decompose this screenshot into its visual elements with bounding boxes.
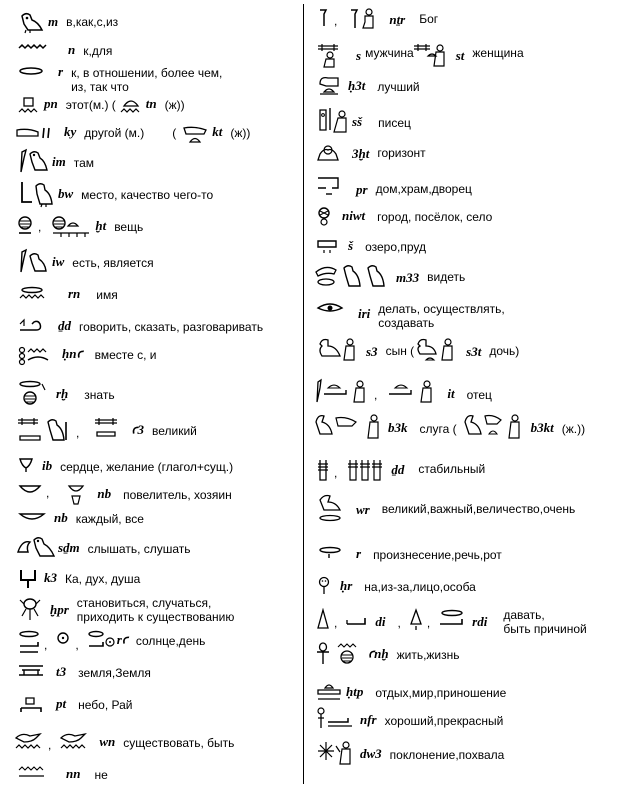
reed-bread-viper-man-hieroglyph-icon [314,378,370,404]
horizon-hieroglyph-icon [316,142,340,164]
entry-r-speech [316,546,502,562]
door-bolt-bird-hieroglyph-icon [16,416,72,444]
transliteration: rn [68,286,81,301]
ankh-hieroglyph-icon [316,642,330,666]
translation: земля,Земля [78,666,151,680]
entry-nb-lord [18,482,232,506]
separator: , [334,466,338,480]
entry-pn [18,96,185,118]
transliteration: im [52,154,66,169]
translation: отец [466,388,492,402]
separator-2: , [397,616,401,630]
transliteration: ky [64,124,77,139]
hare-water-hieroglyph-icon-2 [59,730,89,754]
translation: стабильный [418,462,486,476]
translation: другой (м.) [84,126,145,140]
transliteration: s [356,48,362,63]
translation: хороший,прекрасный [384,714,504,728]
column-divider [303,4,304,784]
falcon-basket-man-hieroglyph-icon [312,412,386,440]
heart-hieroglyph-icon [18,456,34,474]
basket-hieroglyph-icon [18,510,46,524]
hare-water-hieroglyph-icon [14,730,44,754]
transliteration: bw [58,186,74,201]
door-bolt-man-hieroglyph-icon [316,40,342,68]
transliteration: wn [99,734,116,749]
translation: сердце, желание (глагол+сущ.) [60,460,234,474]
twisted-flax-hieroglyph-icon [18,346,60,366]
entry-cnh [316,642,460,666]
transliteration: pn [44,96,58,111]
entry-dw3 [316,740,504,766]
mouth-arm-hieroglyph-icon [438,608,466,632]
transliteration: niwt [342,208,366,223]
translation: отдых,мир,приношение [375,686,507,700]
city-crossroads-hieroglyph-icon [316,206,338,228]
entry-sh [316,238,426,254]
ear-owl-hieroglyph-icon [16,534,58,560]
separator-3: , [426,616,431,630]
translation: сын ( [385,344,415,358]
transliteration: nṯr [389,12,406,27]
translation: Ка, дух, душа [65,572,141,586]
translation: великий,важный,величество,очень [381,502,576,516]
mat-water-hieroglyph-icon [18,96,40,118]
entry-hpr [18,596,234,624]
translation: город, посёлок, село [377,210,493,224]
transliteration: b3k [388,420,408,435]
entry-b3k [312,412,585,440]
separator: , [46,486,50,500]
transliteration: n [68,42,76,57]
sky-hieroglyph-icon [18,696,44,714]
translation: на,из-за,лицо,особа [364,580,476,594]
transliteration: iw [52,254,65,269]
translation: вместе с, и [94,348,157,362]
transliteration-2: s3t [466,344,482,359]
falcon-basket-bread-woman-hieroglyph-icon [463,412,527,440]
transliteration: m [48,14,59,29]
ka-arms-hieroglyph-icon [18,568,38,590]
transliteration: pt [56,696,67,711]
entry-ht [16,214,143,238]
triple-djed-hieroglyph-icon [347,458,383,482]
entry-nn [18,766,108,782]
transliteration: wr [356,502,370,517]
translation: горизонт [377,146,426,160]
separator: , [334,14,338,28]
translation: делать, осуществлять, создавать [378,302,505,330]
entry-iw [18,248,154,274]
transliteration-2: tn [145,96,157,111]
translation: лучший [377,80,420,94]
transliteration: š [348,238,354,253]
water-placenta-hieroglyph-icon [336,642,358,666]
transliteration: rḫ [56,386,69,401]
translation: существовать, быть [123,736,235,750]
foot-chick-hieroglyph-icon [18,180,54,208]
placenta-hieroglyph-icon [16,214,34,236]
transliteration: nb [54,510,68,525]
translation: становиться, случаться, приходить к существованию [76,596,235,624]
mouth-arm-hieroglyph-icon [18,630,40,654]
translation: давать, быть причиной [503,608,587,636]
translation: Бог [419,12,439,26]
entry-nfr [316,706,503,730]
basket-hieroglyph-icon [18,482,42,498]
entry-htp [316,680,506,702]
door-bolt-hieroglyph-icon [93,416,121,440]
translation: вещь [114,220,144,234]
entry-iri [316,300,505,330]
mouth-placenta-hieroglyph-icon [18,380,48,408]
transliteration: s3 [366,344,378,359]
translation: каждый, все [75,512,144,526]
transliteration-2: kt [212,124,223,139]
translation: этот(м.) ( [65,98,116,112]
translation-2: (ж)) [230,126,251,140]
translation: не [94,768,108,782]
house-plan-hieroglyph-icon [316,176,342,198]
transliteration: ḥnꜥ [62,346,83,361]
duck-seated-hieroglyph-icon [316,336,360,362]
heart-trachea-viper-hieroglyph-icon [316,706,356,730]
separator: , [76,426,80,440]
placenta-bread-hieroglyph-icon [51,214,91,238]
transliteration: nn [66,766,81,781]
transliteration: ḏd [58,318,71,333]
scarab-hieroglyph-icon [18,596,42,624]
double-water-hieroglyph-icon [18,766,46,778]
translation: небо, Рай [78,698,133,712]
transliteration: 3ḫt [352,146,370,161]
triangular-loaf-hieroglyph-icon [316,608,330,632]
door-bolt-woman-hieroglyph-icon [414,40,446,68]
entry-s-st [316,40,524,68]
transliteration-2: st [455,48,465,63]
translation: видеть [427,270,466,284]
land-strip-hieroglyph-icon [18,662,44,680]
entry-k3 [18,568,140,590]
entry-h3t [316,74,420,98]
separator: , [38,220,42,234]
scribe-palette-hieroglyph-icon [316,106,352,134]
translation: имя [96,288,118,302]
entry-pt [18,696,133,714]
entry-n [18,42,112,58]
entry-dd-stable [316,458,485,482]
transliteration: ꜥ3 [131,422,144,437]
transliteration: ib [42,458,53,473]
transliteration: ḏd [391,462,405,477]
entry-bw [18,180,213,208]
duck-bread-woman-hieroglyph-icon [416,336,460,362]
transliteration: rꜥ [116,632,128,647]
translation-2: женщина [472,46,524,60]
transliteration: ḫt [95,218,107,233]
offering-table-hieroglyph-icon [316,680,342,702]
entry-wr [316,492,575,522]
transliteration: ḫpr [50,602,69,617]
reed-owl-hieroglyph-icon [18,148,48,174]
translation: в,как,с,из [66,15,119,29]
translation: есть, является [72,256,154,270]
transliteration: ḥtp [346,684,364,699]
translation: слышать, слушать [87,542,191,556]
transliteration: pr [356,182,368,197]
entry-nb-every [18,510,144,526]
entry-sdm [16,534,191,560]
entry-rh [18,380,115,408]
transliteration: dw3 [360,746,382,761]
entry-m33 [314,262,465,290]
translation: знать [84,388,115,402]
transliteration: r [356,546,362,561]
entry-niwt [316,206,492,228]
mouth-water-hieroglyph-icon [18,286,46,302]
separator: , [44,638,48,652]
entry-it [314,378,492,404]
translation-2: (ж)) [164,98,185,112]
transliteration: ꜥnḫ [368,646,389,661]
entry-ky [16,124,250,144]
separator: , [48,738,52,752]
transliteration: ḥ3t [348,78,366,93]
transliteration: nb [97,486,112,501]
transliteration: di [375,614,386,629]
entry-ib [18,456,233,474]
translation: писец [378,116,411,130]
transliteration: k3 [44,570,57,585]
translation: к,для [83,44,113,58]
entry-s3 [316,336,519,362]
entry-di-rdi [316,608,587,636]
cobra-hand-hieroglyph-icon [18,316,46,334]
entry-im [18,148,94,174]
translation-2: (ж.)) [561,422,586,436]
transliteration: t3 [56,664,67,679]
mouth-arm-sun-hieroglyph-icon [87,630,115,654]
translation: поклонение,похвала [389,748,505,762]
transliteration: ḥr [340,578,353,593]
entry-dd [18,316,263,334]
transliteration-2: rdi [472,614,488,629]
transliteration: m33 [396,270,420,285]
entry-rn [18,286,118,302]
entry-c3 [16,416,197,444]
eye-hieroglyph-icon [316,300,346,316]
entry-ntr [316,8,438,30]
star-adoring-man-hieroglyph-icon [316,740,354,766]
sun-disk-hieroglyph-icon [55,630,71,646]
mouth-hieroglyph-icon [18,64,44,78]
transliteration: sš [352,114,363,129]
translation: к, в отношении, более чем, из, так что [71,66,223,94]
translation: слуга ( [419,422,457,436]
god-flag-hieroglyph-icon [316,8,330,28]
transliteration: nfr [360,712,377,727]
entry-rc [18,630,205,654]
paren-open: ( [172,126,177,140]
basket-seated-hieroglyph-icon [67,482,85,506]
separator-2: , [75,638,79,652]
translation: повелитель, хозяин [123,488,232,502]
transliteration: r [58,64,64,79]
arm-hieroglyph-icon [345,608,369,632]
transliteration-2: b3kt [530,420,554,435]
mouth-stroke-hieroglyph-icon [316,546,344,560]
sickle-eye-birds-hieroglyph-icon [314,262,390,290]
translation: дом,храм,дворец [375,182,472,196]
owl-hieroglyph-icon [18,12,44,34]
translation: там [73,156,95,170]
translation: жить,жизнь [396,648,460,662]
basket-reeds-hieroglyph-icon [16,124,60,144]
forepart-lion-hieroglyph-icon [316,74,344,98]
entry-r [18,64,222,94]
water-ripple-hieroglyph-icon [18,42,48,54]
separator: , [334,616,338,630]
basket-bread-hieroglyph-icon [182,124,208,144]
translation: произнесение,речь,рот [373,548,502,562]
swallow-mouth-hieroglyph-icon [316,492,344,522]
entry-hr [316,576,476,596]
loaf-stroke-hieroglyph-icon [409,608,423,632]
bread-viper-man-hieroglyph-icon [387,378,437,404]
entry-hnc [18,346,157,366]
djed-pillar-hieroglyph-icon [316,458,330,482]
entry-t3 [18,662,151,680]
entry-pr [316,176,472,198]
translation: великий [151,424,197,438]
bread-water-hieroglyph-icon [120,96,142,118]
translation: место, качество чего-то [81,188,214,202]
entry-ss [316,106,411,134]
transliteration: sḏm [58,540,80,555]
reed-chick-hieroglyph-icon [18,248,48,274]
translation-2: дочь) [489,344,520,358]
face-hieroglyph-icon [316,576,332,596]
entry-wn [14,730,234,754]
entry-m [18,12,118,34]
separator: , [374,388,378,402]
translation: солнце,день [135,634,206,648]
transliteration: iri [358,306,371,321]
pool-hieroglyph-icon [316,238,340,254]
entry-3ht [316,142,426,164]
translation: говорить, сказать, разговаривать [79,320,264,334]
transliteration: it [447,386,455,401]
translation: озеро,пруд [365,240,426,254]
translation: мужчина [365,46,414,60]
god-flag-seated-hieroglyph-icon [347,8,379,30]
